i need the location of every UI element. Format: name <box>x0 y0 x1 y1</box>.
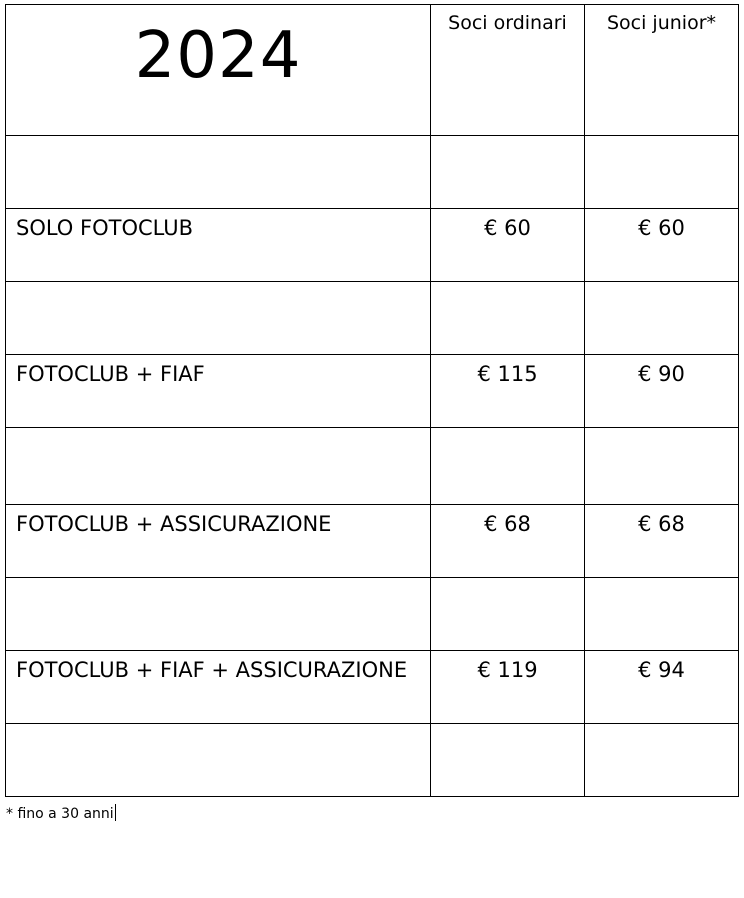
empty-cell[interactable] <box>6 136 431 209</box>
header-soci-ordinari: Soci ordinari <box>448 12 567 34</box>
footnote-paragraph[interactable] <box>6 804 116 823</box>
empty-cell[interactable] <box>431 578 585 651</box>
empty-cell[interactable] <box>431 428 585 505</box>
price-ordinari-cell[interactable] <box>431 209 585 282</box>
price-junior-cell[interactable] <box>585 651 739 724</box>
footnote-text: * fino a 30 anni <box>6 806 114 822</box>
table-row-empty <box>6 282 739 355</box>
price-ordinari: € 115 <box>477 362 538 386</box>
table-row <box>6 209 739 282</box>
price-junior: € 60 <box>638 216 685 240</box>
empty-cell[interactable] <box>431 136 585 209</box>
price-ordinari-cell[interactable] <box>431 355 585 428</box>
empty-cell[interactable] <box>431 282 585 355</box>
empty-cell[interactable] <box>585 282 739 355</box>
year-cell[interactable] <box>6 5 431 136</box>
price-ordinari: € 68 <box>484 512 531 536</box>
header-cell-junior[interactable] <box>585 5 739 136</box>
price-ordinari-cell[interactable] <box>431 651 585 724</box>
price-junior: € 90 <box>638 362 685 386</box>
table-row-empty <box>6 428 739 505</box>
row-label-cell[interactable] <box>6 651 431 724</box>
price-ordinari: € 60 <box>484 216 531 240</box>
row-label: SOLO FOTOCLUB <box>16 216 194 240</box>
year-title: 2024 <box>134 19 302 93</box>
table-row <box>6 651 739 724</box>
empty-cell[interactable] <box>431 724 585 797</box>
table-header-row <box>6 5 739 136</box>
price-junior-cell[interactable] <box>585 209 739 282</box>
table-row-empty <box>6 578 739 651</box>
header-cell-ordinari[interactable] <box>431 5 585 136</box>
empty-cell[interactable] <box>6 428 431 505</box>
text-cursor <box>115 804 116 821</box>
header-soci-junior: Soci junior* <box>606 12 717 34</box>
empty-cell[interactable] <box>6 724 431 797</box>
price-ordinari-cell[interactable] <box>431 505 585 578</box>
empty-cell[interactable] <box>585 136 739 209</box>
table-row <box>6 355 739 428</box>
row-label-cell[interactable] <box>6 505 431 578</box>
empty-cell[interactable] <box>6 282 431 355</box>
empty-cell[interactable] <box>6 578 431 651</box>
table-row-empty <box>6 136 739 209</box>
membership-fee-table <box>5 4 739 797</box>
row-label: FOTOCLUB + FIAF + ASSICURAZIONE <box>16 658 408 682</box>
empty-cell[interactable] <box>585 724 739 797</box>
empty-cell[interactable] <box>585 428 739 505</box>
row-label: FOTOCLUB + ASSICURAZIONE <box>16 512 332 536</box>
price-junior-cell[interactable] <box>585 505 739 578</box>
row-label: FOTOCLUB + FIAF <box>16 362 205 386</box>
row-label-cell[interactable] <box>6 355 431 428</box>
empty-cell[interactable] <box>585 578 739 651</box>
price-junior: € 94 <box>638 658 685 682</box>
price-junior: € 68 <box>638 512 685 536</box>
row-label-cell[interactable] <box>6 209 431 282</box>
table-row-empty <box>6 724 739 797</box>
price-junior-cell[interactable] <box>585 355 739 428</box>
price-ordinari: € 119 <box>477 658 538 682</box>
table-row <box>6 505 739 578</box>
